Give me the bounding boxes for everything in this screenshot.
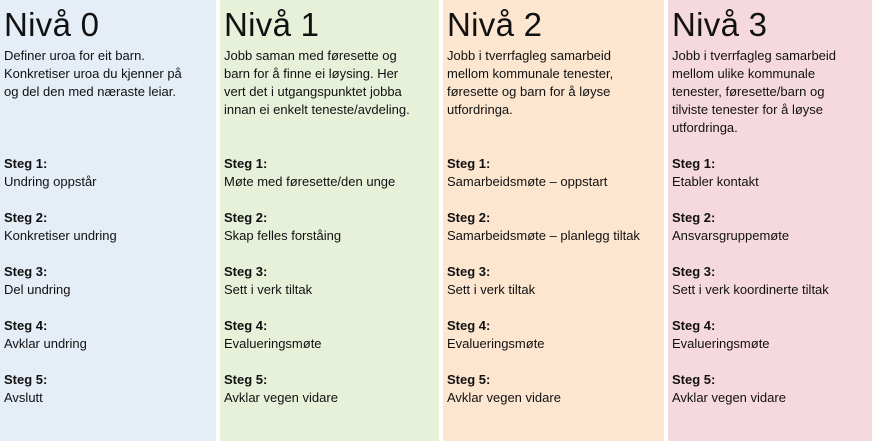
step-item [4, 371, 117, 425]
step-label: Steg 5: [672, 372, 716, 387]
step-item [4, 263, 117, 317]
step-label: Steg 2: [4, 210, 48, 225]
step-text: Sett i verk tiltak [224, 282, 313, 297]
step-label: Steg 4: [224, 318, 268, 333]
step-text: Ansvarsgruppemøte [672, 228, 790, 243]
step-text: Evalueringsmøte [224, 336, 322, 351]
step-list [224, 155, 395, 425]
step-item [224, 371, 395, 425]
step-text: Etabler kontakt [672, 174, 759, 189]
step-item [672, 317, 829, 371]
step-text: Del undring [4, 282, 71, 297]
step-text: Avklar undring [4, 336, 87, 351]
step-item [672, 155, 829, 209]
level-title: Nivå 1 [224, 6, 320, 43]
step-text: Sett i verk tiltak [447, 282, 536, 297]
level-title: Nivå 2 [447, 6, 543, 43]
step-label: Steg 1: [672, 156, 716, 171]
step-text: Skap felles forståing [224, 228, 342, 243]
step-item [672, 263, 829, 317]
step-item [672, 209, 829, 263]
level-1-column [220, 0, 439, 441]
step-label: Steg 4: [672, 318, 716, 333]
step-item [4, 209, 117, 263]
level-3-column [668, 0, 872, 441]
step-label: Steg 5: [4, 372, 48, 387]
step-text: Samarbeidsmøte – planlegg tiltak [447, 228, 640, 243]
step-label: Steg 4: [4, 318, 48, 333]
step-label: Steg 3: [447, 264, 491, 279]
step-item [224, 209, 395, 263]
step-text: Undring oppstår [4, 174, 97, 189]
step-item [224, 263, 395, 317]
step-list [672, 155, 829, 425]
step-item [447, 263, 640, 317]
step-label: Steg 2: [224, 210, 268, 225]
step-label: Steg 1: [447, 156, 491, 171]
level-description: Jobb i tverrfagleg samarbeid mellom ulike kommunale tenester, føresette/barn og tilviste tenester for å løyse utfordringa. [672, 48, 837, 135]
step-label: Steg 1: [4, 156, 48, 171]
step-label: Steg 5: [447, 372, 491, 387]
level-title: Nivå 3 [672, 6, 768, 43]
step-list [447, 155, 640, 425]
step-text: Evalueringsmøte [447, 336, 545, 351]
level-description: Jobb saman med føresette og barn for å finne ei løysing. Her vert det i utgangspunktet jobba innan ei enkelt teneste/avdeling. [224, 48, 410, 117]
step-text: Evalueringsmøte [672, 336, 770, 351]
step-label: Steg 3: [4, 264, 48, 279]
level-description: Jobb i tverrfagleg samarbeid mellom kommunale tenester, føresette og barn for å løyse utfordringa. [447, 48, 614, 117]
step-label: Steg 4: [447, 318, 491, 333]
step-text: Konkretiser undring [4, 228, 117, 243]
level-description: Definer uroa for eit barn. Konkretiser uroa du kjenner på og del den med næraste leiar. [4, 48, 182, 99]
level-2-column [443, 0, 664, 441]
step-label: Steg 5: [224, 372, 268, 387]
step-item [447, 317, 640, 371]
step-item [224, 317, 395, 371]
step-item [447, 371, 640, 425]
step-label: Steg 2: [447, 210, 491, 225]
step-text: Samarbeidsmøte – oppstart [447, 174, 608, 189]
level-title: Nivå 0 [4, 6, 100, 43]
step-text: Avklar vegen vidare [224, 390, 338, 405]
step-item [4, 155, 117, 209]
step-text: Møte med føresette/den unge [224, 174, 396, 189]
step-label: Steg 1: [224, 156, 268, 171]
level-0-column [0, 0, 216, 441]
step-list [4, 155, 117, 425]
step-text: Avklar vegen vidare [672, 390, 786, 405]
step-item [447, 209, 640, 263]
step-label: Steg 3: [224, 264, 268, 279]
step-item [672, 371, 829, 425]
step-item [224, 155, 395, 209]
step-label: Steg 2: [672, 210, 716, 225]
step-text: Avslutt [4, 390, 43, 405]
step-text: Avklar vegen vidare [447, 390, 561, 405]
step-text: Sett i verk koordinerte tiltak [672, 282, 829, 297]
step-item [447, 155, 640, 209]
step-item [4, 317, 117, 371]
step-label: Steg 3: [672, 264, 716, 279]
